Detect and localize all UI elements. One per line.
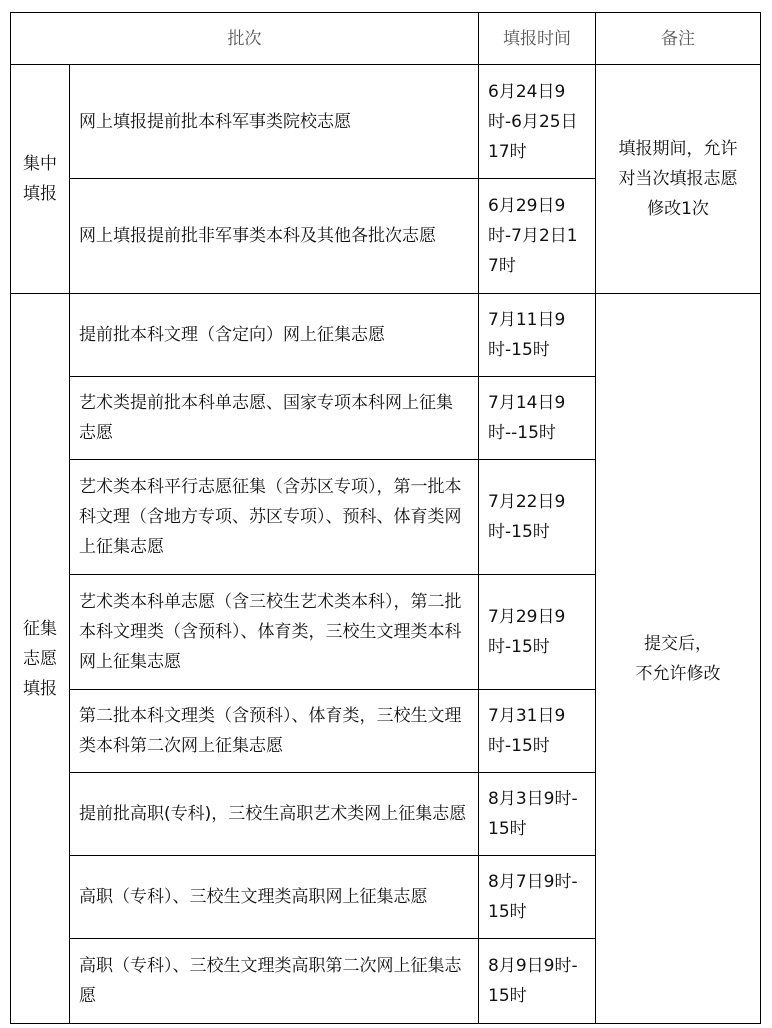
table-row	[11, 294, 761, 377]
time-text: 7月14日9时--15时	[488, 393, 566, 443]
note-text: 填报期间，允许 对当次填报志愿 修改1次	[618, 139, 738, 219]
batch-text: 网上填报提前批本科军事类院校志愿	[79, 111, 351, 132]
time-text: 8月7日9时-15时	[488, 872, 578, 922]
header-time: 填报时间	[479, 13, 596, 65]
note-cell-centralized	[596, 65, 761, 294]
batch-text: 高职（专科）、三校生文理类高职第二次网上征集志愿	[79, 956, 462, 1006]
batch-text: 第二批本科文理类（含预科）、体育类，三校生文理类本科第二次网上征集志愿	[79, 706, 462, 756]
batch-cell	[70, 690, 479, 773]
batch-cell	[70, 856, 479, 939]
time-cell	[479, 377, 596, 460]
time-text: 6月24日9时-6月25日17时	[488, 81, 578, 162]
time-text: 8月3日9时-15时	[488, 789, 578, 839]
time-text: 6月29日9时-7月2日17时	[488, 196, 578, 276]
group-label-text: 集中 填报	[23, 154, 57, 204]
batch-text: 艺术类本科单志愿（含三校生艺术类本科），第二批本科文理类（含预科）、体育类，三校生文理类本科网上征集志愿	[79, 592, 462, 672]
header-note: 备注	[596, 13, 761, 65]
batch-cell	[70, 575, 479, 690]
time-cell	[479, 939, 596, 1024]
batch-cell	[70, 939, 479, 1024]
batch-cell	[70, 294, 479, 377]
group-label-centralized	[11, 65, 70, 294]
time-cell	[479, 460, 596, 575]
batch-cell	[70, 460, 479, 575]
batch-text: 艺术类本科平行志愿征集（含苏区专项），第一批本科文理（含地方专项、苏区专项）、预科、体育类网上征集志愿	[79, 477, 462, 557]
batch-cell	[70, 65, 479, 179]
time-cell	[479, 294, 596, 377]
time-text: 8月9日9时-15时	[488, 956, 578, 1006]
batch-cell	[70, 179, 479, 294]
time-text: 7月29日9时-15时	[488, 607, 566, 657]
time-text: 7月11日9时-15时	[488, 310, 566, 360]
time-cell	[479, 773, 596, 856]
time-cell	[479, 65, 596, 179]
time-cell	[479, 179, 596, 294]
group-label-text: 征集 志愿 填报	[23, 618, 57, 699]
schedule-table	[10, 12, 761, 1024]
batch-text: 提前批高职(专科)，三校生高职艺术类网上征集志愿	[79, 804, 467, 824]
batch-text: 网上填报提前批非军事类本科及其他各批次志愿	[79, 226, 436, 246]
time-text: 7月22日9时-15时	[488, 492, 566, 542]
table-row	[11, 65, 761, 179]
group-label-supplementary	[11, 294, 70, 1024]
batch-text: 艺术类提前批本科单志愿、国家专项本科网上征集志愿	[79, 393, 453, 443]
header-row	[11, 13, 761, 65]
time-text: 7月31日9时-15时	[488, 706, 566, 756]
batch-text: 提前批本科文理（含定向）网上征集志愿	[79, 325, 385, 345]
time-cell	[479, 690, 596, 773]
note-text: 提交后， 不允许修改	[635, 633, 721, 684]
batch-cell	[70, 773, 479, 856]
note-cell-supplementary	[596, 294, 761, 1024]
batch-cell	[70, 377, 479, 460]
time-cell	[479, 856, 596, 939]
header-batch: 批次	[11, 13, 479, 65]
time-cell	[479, 575, 596, 690]
batch-text: 高职（专科）、三校生文理类高职网上征集志愿	[79, 887, 428, 907]
